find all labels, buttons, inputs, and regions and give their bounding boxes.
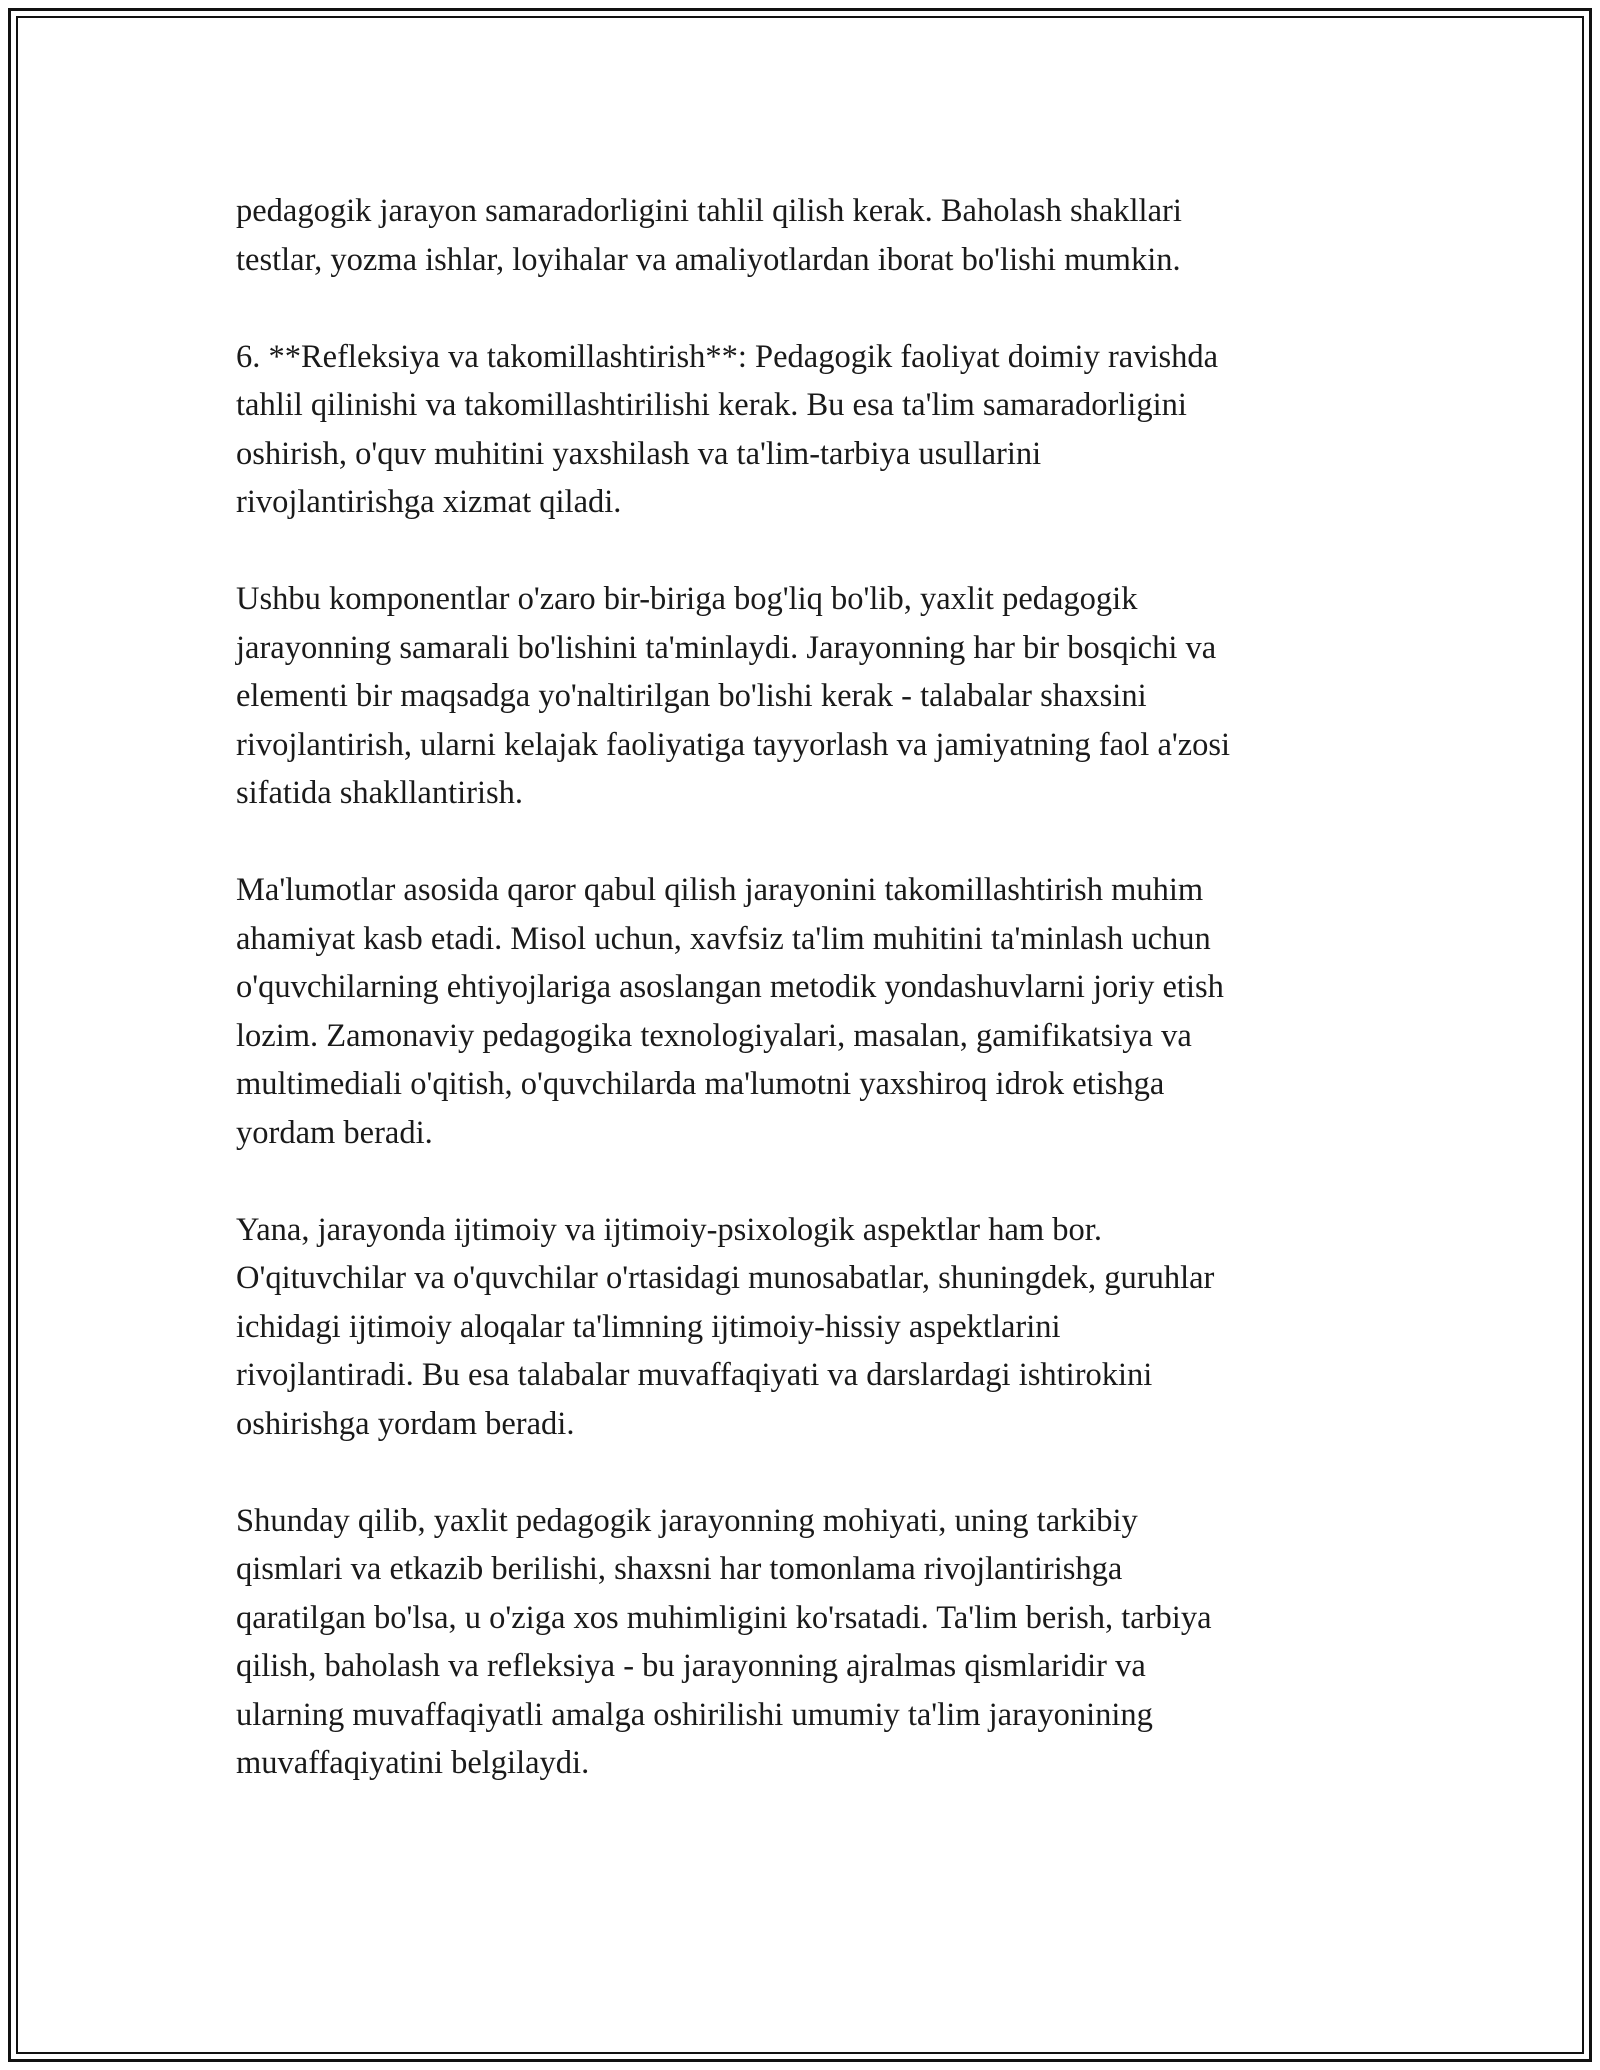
paragraph-components-interrelation: Ushbu komponentlar o'zaro bir-biriga bog'liq bo'lib, yaxlit pedagogik jarayonning samarali bo'lishini ta'minlaydi. Jarayonning har bir bosqichi va elementi bir maqsadga yo'naltirilgan bo'lishi kerak - talabalar shaxsini rivojlantirish, ularni kelajak faoliyatiga tayyorlash va jamiyatning faol a'zosi sifatida shakllantirish. [236,581,1231,811]
paragraph-conclusion: Shunday qilib, yaxlit pedagogik jarayonning mohiyati, uning tarkibiy qismlari va etkazib berilishi, shaxsni har tomonlama rivojlantirishga qaratilgan bo'lsa, u o'ziga xos muhimligini ko'rsatadi. Ta'lim berish, tarbiya qilish, baholash va refleksiya - bu jarayonning ajralmas qismlaridir va ularning muvaffaqiyatli amalga oshirilishi umumiy ta'lim jarayonining muvaffaqiyatini belgilaydi. [236,1502,1212,1781]
paragraph-data-driven-decisions: Ma'lumotlar asosida qaror qabul qilish jarayonini takomillashtirish muhim ahamiyat kasb etadi. Misol uchun, xavfsiz ta'lim muhitini ta'minlash uchun o'quvchilarning ehtiyojlariga asoslangan metodik yondashuvlarni joriy etish lozim. Zamonaviy pedagogika texnologiyalari, masalan, gamifikatsiya va multimediali o'qitish, o'quvchilarda ma'lumotni yaxshiroq idrok etishga yordam beradi. [236,872,1224,1151]
paragraph-social-aspects: Yana, jarayonda ijtimoiy va ijtimoiy-psixologik aspektlar ham bor. O'qituvchilar va o'quvchilar o'rtasidagi munosabatlar, shuningdek, guruhlar ichidagi ijtimoiy aloqalar ta'limning ijtimoiy-hissiy aspektlarini rivojlantiradi. Bu esa talabalar muvaffaqiyati va darslardagi ishtirokini oshirishga yordam beradi. [236,1211,1215,1442]
document-body [236,187,1366,1836]
paragraph-reflection-item: 6. **Refleksiya va takomillashtirish**: Pedagogik faoliyat doimiy ravishda tahlil qilinishi va takomillashtirilishi kerak. Bu esa ta'lim samaradorligini oshirish, o'quv muhitini yaxshilash va ta'lim-tarbiya usullarini rivojlantirishga xizmat qiladi. [236,338,1219,520]
paragraph-assessment-continuation: pedagogik jarayon samaradorligini tahlil qilish kerak. Baholash shakllari testlar, yozma ishlar, loyihalar va amaliyotlardan iborat bo'lishi mumkin. [236,193,1182,278]
